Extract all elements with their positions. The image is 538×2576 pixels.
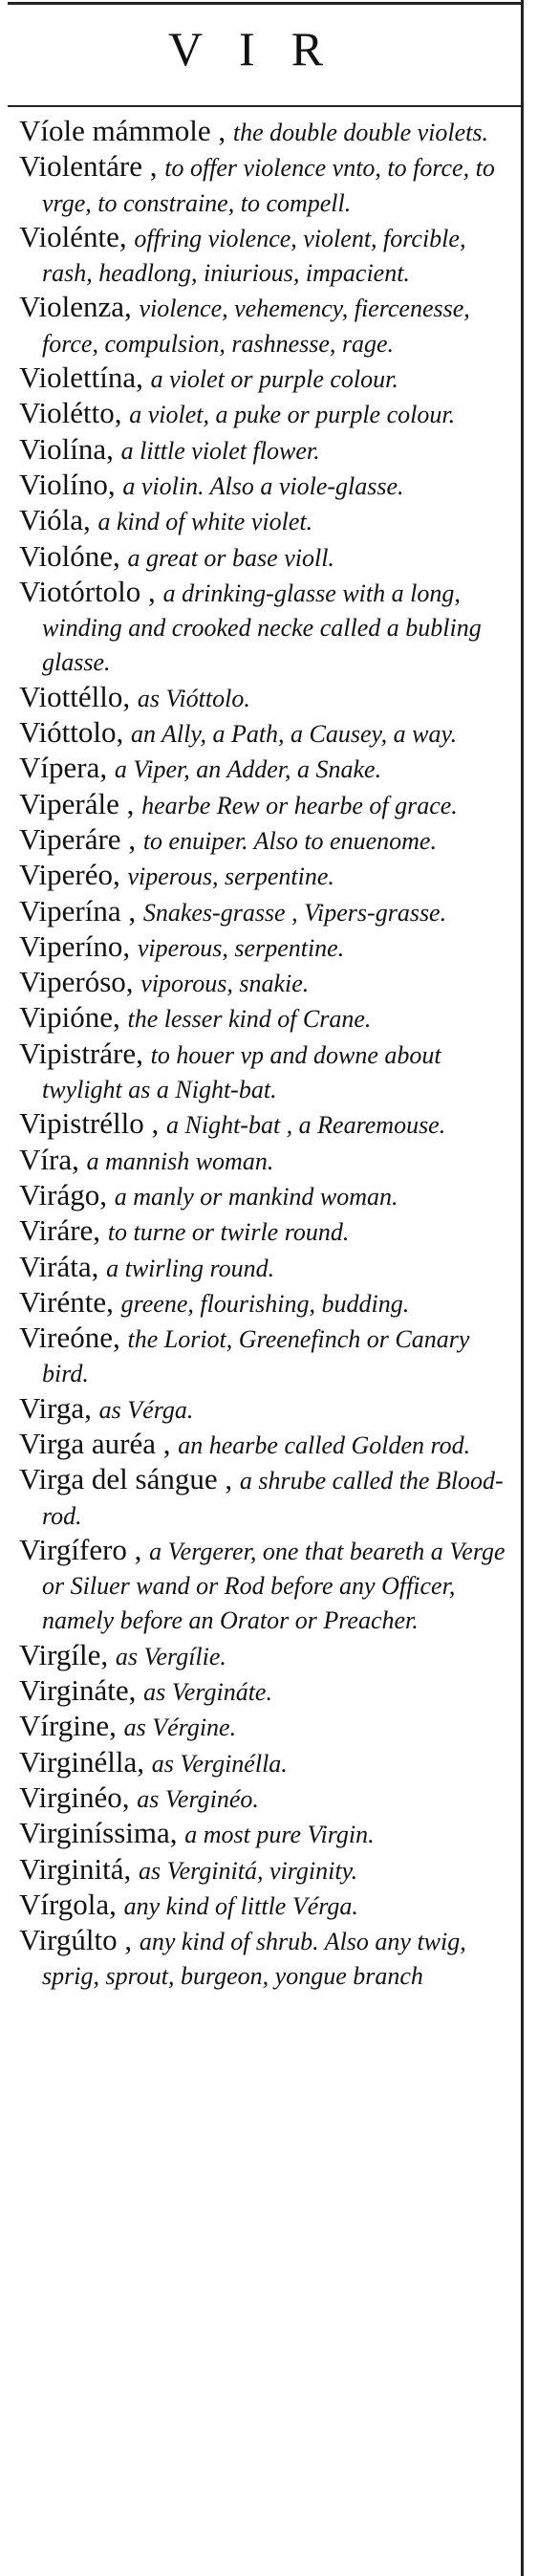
entry-headword: Virga del sángue , xyxy=(19,1462,233,1496)
entry-headword: Vipistráre, xyxy=(19,1036,143,1070)
entry-definition: a kind of white violet. xyxy=(97,508,313,536)
dictionary-entry xyxy=(19,150,516,220)
dictionary-entry xyxy=(19,1710,516,1744)
dictionary-entry xyxy=(19,433,516,468)
dictionary-entry xyxy=(19,1781,516,1816)
dictionary-entry xyxy=(19,1746,516,1780)
dictionary-entry xyxy=(19,1001,516,1036)
entry-headword: Víra, xyxy=(19,1142,79,1176)
entry-headword: Virgíle, xyxy=(19,1637,109,1671)
entry-definition: a shrube called the Blood-rod. xyxy=(42,1467,504,1530)
dictionary-entry xyxy=(19,1179,516,1213)
entry-definition: as Vérgine. xyxy=(123,1714,237,1742)
dictionary-entry xyxy=(19,576,516,680)
entry-headword: Vipióne, xyxy=(19,1000,120,1035)
entry-definition: the double double violets. xyxy=(232,119,489,146)
entry-definition: a mannish woman. xyxy=(86,1146,274,1175)
dictionary-entry xyxy=(19,504,516,538)
entry-definition: to enuiper. Also to enuenome. xyxy=(142,826,437,855)
dictionary-entry xyxy=(19,1214,516,1249)
dictionary-entry xyxy=(19,469,516,503)
entry-headword: Viperína , xyxy=(19,893,137,928)
entry-headword: Virágo, xyxy=(19,1177,107,1212)
entry-headword: Virgífero , xyxy=(19,1532,142,1566)
dictionary-page xyxy=(6,0,529,2576)
entry-headword: Virénte, xyxy=(19,1284,114,1319)
dictionary-entry xyxy=(19,1392,516,1427)
dictionary-entry xyxy=(19,681,516,715)
entry-headword: Viotórtolo , xyxy=(19,574,156,608)
entry-headword: Vírgine, xyxy=(19,1709,117,1743)
entry-headword: Virginéo, xyxy=(19,1779,130,1814)
dictionary-entry xyxy=(19,930,516,965)
entry-definition: Snakes-grasse , Vipers-grasse. xyxy=(142,898,447,927)
entry-headword: Viperéo, xyxy=(19,858,120,892)
entry-headword: Vireóne, xyxy=(19,1321,120,1355)
entry-definition: a great or base violl. xyxy=(127,543,334,572)
entry-definition: to houer vp and downe about twylight as a Night-bat. xyxy=(42,1040,441,1104)
entry-definition: violence, vehemency, fiercenesse, force, compulsion, rashnesse, rage. xyxy=(42,295,470,358)
entry-definition: greene, flourishing, budding. xyxy=(120,1289,410,1318)
entry-headword: Vírgola, xyxy=(19,1887,117,1921)
entry-headword: Violóne, xyxy=(19,538,120,573)
running-head: VIR xyxy=(167,22,360,76)
entry-headword: Viperíno, xyxy=(19,928,131,963)
entry-definition: a twirling round. xyxy=(106,1254,275,1282)
entry-definition: as Verginélla. xyxy=(151,1749,288,1778)
entry-headword: Viráre, xyxy=(19,1213,101,1248)
entry-headword: Viottéllo, xyxy=(19,679,131,713)
entry-definition: a Vergerer, one that beareth a Verge or Siluer wand or Rod before any Officer, namely before an Orator or Preacher. xyxy=(42,1537,506,1635)
entry-headword: Virginitá, xyxy=(19,1851,132,1886)
entry-headword: Violenza, xyxy=(19,290,132,324)
entry-definition: a Viper, an Adder, a Snake. xyxy=(114,755,382,784)
entry-headword: Viperáre , xyxy=(19,821,137,856)
entry-definition: a drinking-glasse with a long, winding and crooked necke called a bubling glasse. xyxy=(42,579,482,677)
dictionary-entry xyxy=(19,752,516,786)
dictionary-entry xyxy=(19,895,516,929)
entry-definition: to turne or twirle round. xyxy=(107,1218,350,1247)
entry-headword: Violíno, xyxy=(19,467,116,501)
dictionary-entry xyxy=(19,1037,516,1107)
entry-headword: Viráta, xyxy=(19,1249,99,1283)
entry-headword: Virginélla, xyxy=(19,1744,145,1779)
entry-headword: Violentáre , xyxy=(19,149,158,184)
entry-definition: a Night-bat , a Rearemouse. xyxy=(166,1111,446,1140)
dictionary-entry xyxy=(19,1853,516,1888)
entry-headword: Virga auréa , xyxy=(19,1426,171,1460)
entry-headword: Virgináte, xyxy=(19,1673,137,1708)
dictionary-entry xyxy=(19,859,516,893)
dictionary-entry xyxy=(19,1321,516,1391)
dictionary-entry xyxy=(19,397,516,431)
entry-headword: Vipistréllo , xyxy=(19,1106,160,1141)
entry-definition: the lesser kind of Crane. xyxy=(127,1005,372,1034)
entry-headword: Vióla, xyxy=(19,503,91,537)
dictionary-entry xyxy=(19,221,516,291)
dictionary-entry xyxy=(19,1144,516,1178)
dictionary-entry xyxy=(19,291,516,360)
dictionary-entry xyxy=(19,1251,516,1285)
entry-definition: a manly or mankind woman. xyxy=(114,1182,398,1211)
entry-definition: a violet or purple colour. xyxy=(150,365,398,394)
entry-headword: Víole mámmole , xyxy=(19,114,226,147)
entry-definition: to offer violence vnto, to force, to vrge, to constraine, to compell. xyxy=(42,154,495,217)
entry-headword: Vípera, xyxy=(19,751,108,785)
entry-headword: Virginíssima, xyxy=(19,1816,178,1850)
dictionary-entry xyxy=(19,1463,516,1533)
entry-headword: Virgúlto , xyxy=(19,1923,133,1957)
heading-rule xyxy=(8,105,522,107)
dictionary-entry xyxy=(19,966,516,1000)
dictionary-entry xyxy=(19,1674,516,1709)
entry-definition: as Vérga. xyxy=(98,1395,194,1424)
entry-definition: a violin. Also a viole-glasse. xyxy=(122,471,404,500)
entry-definition: a little violet flower. xyxy=(120,436,320,465)
entry-definition: an Ally, a Path, a Causey, a way. xyxy=(130,720,458,749)
entry-headword: Violétto, xyxy=(19,396,122,430)
dictionary-entry xyxy=(19,540,516,575)
dictionary-entry xyxy=(19,1428,516,1462)
entry-definition: viporous, snakie. xyxy=(140,970,310,998)
top-border-rule xyxy=(8,2,522,5)
entry-definition: as Vióttolo. xyxy=(137,684,250,712)
entry-definition: as Vergílie. xyxy=(115,1642,226,1670)
entry-headword: Viperále , xyxy=(19,786,135,820)
entry-definition: any kind of shrub. Also any twig, sprig, sprout, burgeon, yongue branch xyxy=(42,1928,466,1991)
entry-definition: viperous, serpentine. xyxy=(137,933,345,962)
dictionary-entry xyxy=(19,1639,516,1673)
entry-definition: an hearbe called Golden rod. xyxy=(178,1430,471,1459)
dictionary-entry xyxy=(19,1924,516,1994)
entry-headword: Viperóso, xyxy=(19,965,134,999)
dictionary-entry xyxy=(19,1286,516,1321)
dictionary-entry xyxy=(19,115,516,149)
entry-definition: a violet, a puke or purple colour. xyxy=(129,401,456,429)
right-border-rule xyxy=(521,0,524,2576)
dictionary-entry xyxy=(19,361,516,396)
entry-definition: the Loriot, Greenefinch or Canary bird. xyxy=(42,1325,470,1388)
entry-headword: Vióttolo, xyxy=(19,715,124,750)
entry-definition: offring violence, violent, forcible, rash, headlong, iniurious, impacient. xyxy=(42,224,466,288)
entry-headword: Violettína, xyxy=(19,360,143,395)
entry-headword: Violína, xyxy=(19,431,114,466)
entry-definition: as Verginitá, virginity. xyxy=(139,1856,358,1885)
entry-definition: any kind of little Vérga. xyxy=(123,1891,358,1920)
entry-definition: as Vergináte. xyxy=(143,1678,272,1707)
dictionary-entry xyxy=(19,1107,516,1142)
entry-list xyxy=(19,115,516,1995)
entry-definition: hearbe Rew or hearbe of grace. xyxy=(141,791,458,819)
entry-headword: Violénte, xyxy=(19,219,127,253)
entry-definition: viperous, serpentine. xyxy=(127,862,334,891)
entry-headword: Virga, xyxy=(19,1390,92,1425)
dictionary-entry xyxy=(19,788,516,822)
dictionary-entry xyxy=(19,823,516,858)
dictionary-entry xyxy=(19,1534,516,1638)
dictionary-entry xyxy=(19,1888,516,1923)
entry-definition: as Verginéo. xyxy=(137,1784,259,1813)
dictionary-entry xyxy=(19,1817,516,1851)
dictionary-entry xyxy=(19,716,516,751)
entry-definition: a most pure Virgin. xyxy=(184,1821,375,1849)
